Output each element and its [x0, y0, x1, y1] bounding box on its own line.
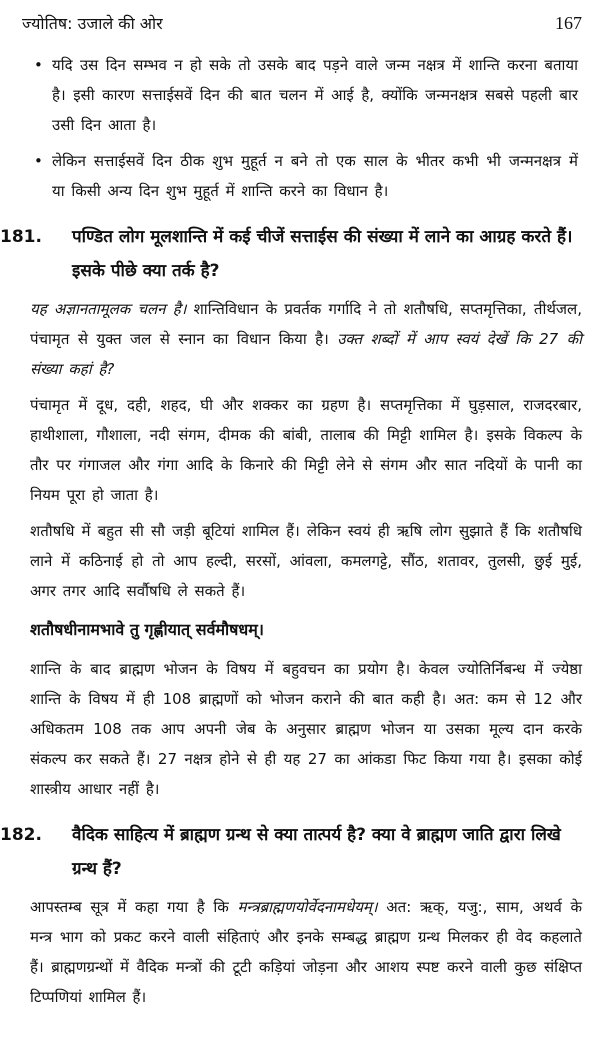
- question-text: पण्डित लोग मूलशान्ति में कई चीजें सत्ताईस की संख्या में लाने का आग्रह करते हैं। इसके पीछे क्या तर्क है?: [72, 227, 573, 281]
- bullet-text: यदि उस दिन सम्भव न हो सके तो उसके बाद पड़ने वाले जन्म नक्षत्र में शान्ति करना बताया है। इसी कारण सत्ताईसवें दिन की बात चलन में आई है, क्योंकि जन्मनक्षत्र सबसे पहली बार उसी दिन आता है।: [52, 56, 578, 134]
- question-number: 182.: [0, 825, 42, 845]
- question-heading-182: [0, 818, 600, 886]
- paragraph-text: आपस्तम्ब सूत्र में कहा गया है कि: [30, 898, 238, 916]
- italic-phrase: यह अज्ञानतामूलक चलन है।: [30, 300, 187, 318]
- sanskrit-verse: शतौषधीनामभावे तु गृह्णीयात् सर्वमौषधम्।: [30, 620, 264, 639]
- bullet-icon: •: [34, 56, 43, 74]
- paragraph-text: शान्ति के बाद ब्राह्मण भोजन के विषय में बहुवचन का प्रयोग है। केवल ज्योतिर्निबन्ध में ज्येष्ठा शान्ति के विषय में ही 108 ब्राह्मणों को भोजन कराने की बात कही है। अत: कम से 12 और अधिकतम 108 तक आप अपनी जेब के अनुसार ब्राह्मण भोजन या उसका मूल्य दान करके संकल्प कर सकते हैं। 27 नक्षत्र होने से ही यह 27 का आंकडा फिट किया गया है। इसका कोई शास्त्रीय आधार नहीं है।: [30, 660, 582, 798]
- page-content: [0, 50, 600, 1012]
- page-number: 167: [555, 12, 582, 33]
- bullet-item: [0, 146, 600, 206]
- question-heading-181: [0, 220, 600, 288]
- question-number: 181.: [0, 227, 42, 247]
- book-title: ज्योतिष: उजाले की ओर: [22, 14, 163, 33]
- answer-paragraph: [0, 654, 600, 804]
- bullet-item: [0, 50, 600, 140]
- answer-paragraph: [0, 892, 600, 1012]
- question-text: वैदिक साहित्य में ब्राह्मण ग्रन्थ से क्या तात्पर्य है? क्या वे ब्राह्मण जाति द्वारा लिखे ग्रन्थ हैं?: [72, 825, 561, 879]
- bullet-text: लेकिन सत्ताईसवें दिन ठीक शुभ मुहूर्त न बने तो एक साल के भीतर कभी भी जन्मनक्षत्र में या किसी अन्य दिन शुभ मुहूर्त में शान्ति करने का विधान है।: [52, 152, 578, 200]
- paragraph-text: पंचामृत में दूध, दही, शहद, घी और शक्कर का ग्रहण है। सप्तमृत्तिका में घुड़साल, राजदरबार, हाथीशाला, गौशाला, नदी संगम, दीमक की बांबी, तालाब की मिट्टी शामिल है। इसके विकल्प के तौर पर गंगाजल और गंगा आदि के किनारे की मिट्टी लेने से संगम और सात नदियों के पानी का नियम पूरा हो जाता है।: [30, 396, 582, 504]
- italic-phrase: उक्त शब्दों में आप स्वयं देखें कि 27 की संख्या कहां है?: [30, 330, 582, 378]
- paragraph-text: अत: ऋक्, यजु:, साम, अथर्व के मन्त्र भाग को प्रकट करने वाली संहिताएं और इनके सम्बद्ध ब्राह्मण ग्रन्थ मिलकर ही वेद कहलाते हैं। ब्राह्मणग्रन्थों में वैदिक मन्त्रों की टूटी कड़ियां जोड़ना और आशय स्पष्ट करने वाली कुछ संक्षिप्त टिप्पणियां शामिल हैं।: [30, 898, 582, 1006]
- italic-phrase: मन्त्रब्राह्मणयोर्वेदनामधेयम्।: [237, 898, 378, 916]
- answer-paragraph: [0, 390, 600, 510]
- paragraph-text: शान्तिविधान के प्रवर्तक गर्गादि ने तो शतौषधि, सप्तमृत्तिका, तीर्थजल, पंचामृत से युक्त जल से स्नान का विधान किया है।: [30, 300, 582, 348]
- bullet-icon: •: [34, 152, 43, 170]
- paragraph-text: शतौषधि में बहुत सी सौ जड़ी बूटियां शामिल हैं। लेकिन स्वयं ही ऋषि लोग सुझाते हैं कि शतौषधि लाने में कठिनाई हो तो आप हल्दी, सरसों, आंवला, कमलगट्टे, सौंठ, शतावर, तुलसी, छुई मुई, अगर तगर आदि सर्वौषधि ले सकते हैं।: [30, 522, 582, 600]
- running-header: [22, 8, 582, 38]
- answer-paragraph: [0, 516, 600, 606]
- answer-paragraph: [0, 294, 600, 384]
